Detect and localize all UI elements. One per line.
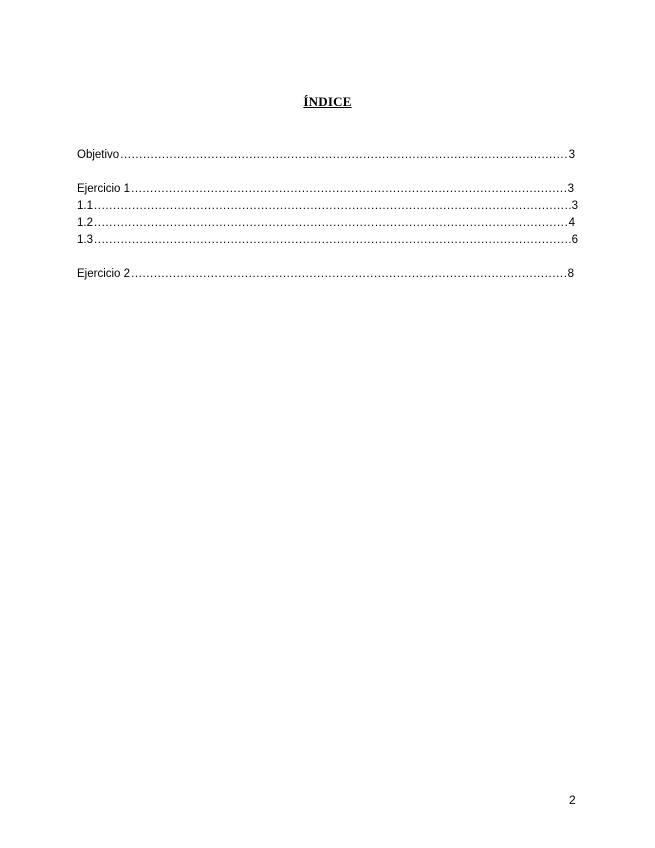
toc-entry-ejercicio-1[interactable] <box>77 181 574 197</box>
toc-entry-label: Ejercicio 2 <box>77 268 131 280</box>
toc-entry-1-1[interactable] <box>77 198 578 214</box>
toc-entry-page: 3 <box>568 149 575 161</box>
toc-entry-page: 6 <box>571 234 578 246</box>
toc-entry-1-2[interactable] <box>77 215 575 231</box>
toc-entry-label: 1.3 <box>77 234 93 246</box>
toc-entry-page: 3 <box>571 200 578 212</box>
page-number: 2 <box>569 793 576 807</box>
toc-entry-page: 3 <box>567 183 574 195</box>
toc-entry-1-3[interactable] <box>77 232 578 248</box>
toc-entry-ejercicio-2[interactable] <box>77 266 574 282</box>
toc-dot-leader <box>94 198 571 214</box>
toc-dot-leader <box>94 232 571 248</box>
toc-entry-objetivo[interactable] <box>77 147 575 163</box>
toc-dot-leader <box>120 147 567 163</box>
toc-entry-label: 1.1 <box>77 200 93 212</box>
toc-dot-leader <box>131 266 567 282</box>
toc-dot-leader <box>94 215 568 231</box>
toc-entry-label: Objetivo <box>77 149 120 161</box>
toc-entry-page: 4 <box>568 217 575 229</box>
toc-dot-leader <box>131 181 567 197</box>
toc-entry-page: 8 <box>567 268 574 280</box>
toc-entry-label: Ejercicio 1 <box>77 183 131 195</box>
index-title: ÍNDICE <box>303 94 352 109</box>
toc-entry-label: 1.2 <box>77 217 93 229</box>
